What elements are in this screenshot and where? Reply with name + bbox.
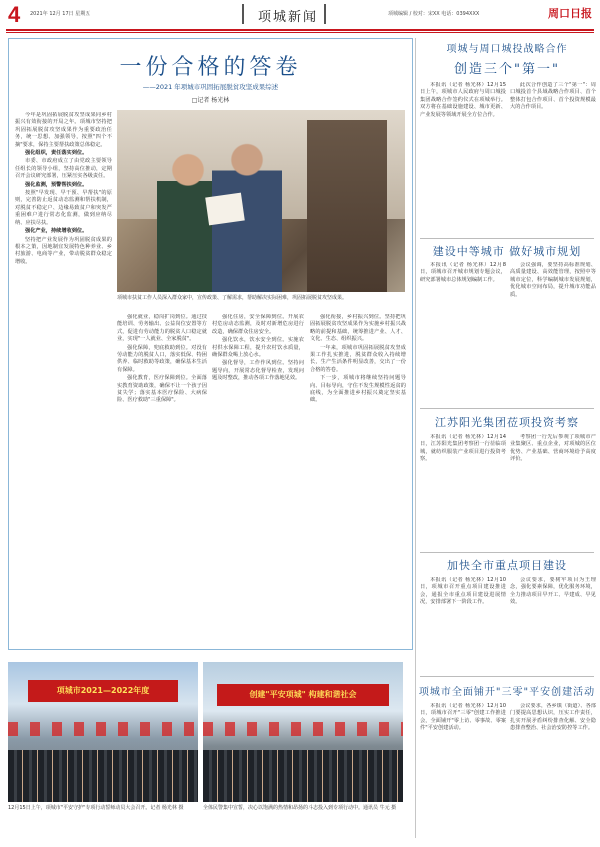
paragraph: 强化住房，安全保障到位。开展农村危房动态监测，及时对新增危房进行改造，确保群众住房安全。 <box>212 314 304 335</box>
newspaper-logo: 周口日报 <box>548 7 592 20</box>
photo-banner: 创建"平安项城" 构建和谐社会 <box>217 684 389 706</box>
subhead: 强化产业，持续增收到位。 <box>25 228 88 235</box>
rally-photo-right-caption: 全体民警集中宣誓，决心以饱满的热情和昂扬的斗志投入到专项行动中。通讯员 牛元 摄 <box>203 805 397 811</box>
article-4-body-left <box>420 577 506 669</box>
article-1-body-right <box>510 82 596 232</box>
article-5-headline[interactable]: 项城市全面铺开"三零"平安创建活动 <box>418 687 596 698</box>
paragraph: 强化就业，稳岗扩岗到位。通过技能培训、劳务输出、公益岗位安置等方式，促进有劳动能力的脱贫人口稳定就业，实现"一人就业、全家脱贫"。 <box>117 314 207 343</box>
paragraph: 强化教育，医疗保障到位。全面落实教育资助政策，确保不让一个孩子因贫失学；落实基本医疗保险、大病保险、医疗救助"三重保障"。 <box>117 375 207 404</box>
subhead: 强化组织，责任落实到位。 <box>25 150 88 157</box>
editor-meta: 项城编辑 / 校对：宋XX 电话：0394XXX <box>388 11 480 17</box>
photo-crowd <box>203 750 403 802</box>
article-3-headline[interactable]: 江苏阳光集团莅项投资考察 <box>435 416 579 429</box>
paragraph: 会议要求，要树牢项目为王理念，强化要素保障，优化服务环境，全力推动项目早开工、早建成、早见效。 <box>510 577 596 606</box>
article-separator <box>420 552 594 553</box>
photo-flags <box>8 722 198 736</box>
paragraph: 一年来，项城市巩固拓展脱贫攻坚成果工作扎实推进，脱贫群众收入持续增长，生产生活条件明显改善，交出了一份合格的答卷。 <box>310 344 406 373</box>
page-number: 4 <box>8 2 21 27</box>
masthead-rule-thin <box>6 32 594 33</box>
lead-column-3 <box>212 314 304 640</box>
article-separator <box>420 408 594 409</box>
paragraph: 本报讯（记者 杨光林）12月8日，项城市召开城市规划专题会议，研究部署城市总体规划编制工作。 <box>420 262 506 283</box>
paragraph: 强化饮水，饮水安全到位。实施农村供水保障工程，提升农村饮水质量，确保群众喝上放心水。 <box>212 337 304 359</box>
column-divider <box>415 38 416 838</box>
photo-door <box>307 120 387 292</box>
paragraph: 考察团一行先后参观了项城市产业集聚区、重点企业，对项城的区位优势、产业基础、营商环境给予高度评价。 <box>510 434 596 463</box>
section-title: 项城新闻 <box>258 10 319 25</box>
lead-headline[interactable]: 一份合格的答卷 <box>119 55 302 80</box>
paragraph: 坚持把产业发展作为巩固脱贫成果的根本之策，因地制宜发展特色种养业、乡村旅游、电商等产业，带动脱贫群众稳定增收。 <box>15 236 112 265</box>
rally-photo-left[interactable] <box>8 662 198 802</box>
article-1-body-left <box>420 82 506 232</box>
rally-photo-left-caption: 12月15日上午，项城市"平安守护"专项行动誓师动员大会召开。记者 杨光林 摄 <box>8 805 184 811</box>
lead-subheadline: ——2021 年项城市巩固拓展脱贫攻坚成果综述 <box>142 83 279 91</box>
article-3-body-right <box>510 434 596 544</box>
paragraph: 本报讯（记者 杨光林）12月14日，江苏阳光集团考察团一行莅临项城，就纺织服装产业项目进行投资考察。 <box>420 434 506 463</box>
article-2-body-left <box>420 262 506 400</box>
paragraph: 今年是巩固拓展脱贫攻坚成果同乡村振兴有效衔接的开局之年。项城市坚持把巩固拓展脱贫攻坚成果作为重要政治任务，统一思想、加强领导，按照"四个不摘"要求，保持主要帮扶政策总体稳定。 <box>15 112 112 148</box>
lead-byline: □记者 杨光林 <box>191 97 230 104</box>
paragraph: 此次合作创造了三个"第一"：周口城投首个县域战略合作项目、首个整体打包合作项目、首个投资规模最大的合作项目。 <box>510 82 596 111</box>
rally-photo-right[interactable] <box>203 662 403 802</box>
paragraph: 市委、市政府成立了由党政主要领导任组长的领导小组，坚持高位推动，定期召开会议研究部署，压紧压实各级责任。 <box>15 158 112 180</box>
photo-flags <box>203 722 403 736</box>
paragraph: 强化督导，工作作风到位。坚持问题导向，开展常态化督导检查，发现问题及时整改，推动各项工作落地见效。 <box>212 360 304 382</box>
article-5-body-right <box>510 703 596 841</box>
lead-photo[interactable] <box>117 110 405 292</box>
article-separator <box>420 676 594 677</box>
article-separator <box>420 238 594 239</box>
photo-document <box>205 193 245 226</box>
article-4-headline[interactable]: 加快全市重点项目建设 <box>447 559 567 572</box>
photo-banner: 项城市2021—2022年度 <box>28 680 178 702</box>
article-2-headline[interactable]: 建设中等城市 做好城市规划 <box>432 245 582 258</box>
paragraph: 本报讯（记者 杨光林）12月10日，项城市召开重点项目建设推进会，通报全市重点项目建设进展情况，安排部署下一阶段工作。 <box>420 577 506 606</box>
subhead: 强化监测，预警帮扶到位。 <box>25 181 88 188</box>
paragraph: 按照"早发现、早干预、早帮扶"的原则，完善防止返贫动态监测和帮扶机制，对脱贫不稳定户、边缘易致贫户和突发严重困难户进行常态化监测，做到应纳尽纳、应扶尽扶。 <box>15 190 112 226</box>
lead-photo-caption: 项城市扶贫工作人员深入群众家中，宣传政策、了解需求，帮助解决实际困难，巩固拓展脱贫攻坚成果。 <box>117 295 348 301</box>
lead-column-4 <box>310 314 406 640</box>
paragraph: 会议要求，各乡镇（街道）、各部门要提高思想认识，压实工作责任，扎实开展矛盾纠纷排查化解、安全隐患排查整治、社会治安防控等工作。 <box>510 703 596 732</box>
photo-crowd <box>8 750 198 802</box>
issue-date: 2021年 12月 17日 星期五 <box>30 11 91 17</box>
paragraph: 强化保障，兜底救助到位。对没有劳动能力的脱贫人口，落实低保、特困供养、临时救助等政策，确保基本生活有保障。 <box>117 344 207 373</box>
paragraph: 强化衔接，乡村振兴到位。坚持把巩固拓展脱贫攻坚成果作为实施乡村振兴战略的前提和基础，统筹推进产业、人才、文化、生态、组织振兴。 <box>310 314 406 343</box>
lead-column-1 <box>15 112 112 640</box>
masthead <box>0 0 600 30</box>
lead-column-2 <box>117 314 207 640</box>
paragraph: 本报讯（记者 杨光林）12月15日上午，项城市人民政府与周口城投集团战略合作签约仪式在项城举行。双方将在基础设施建设、城市更新、产业发展等领域开展全方位合作。 <box>420 82 506 118</box>
article-1-headline-line-2[interactable]: 创造三个"第一" <box>454 62 560 77</box>
article-3-body-left <box>420 434 506 544</box>
paragraph: 下一步，项城市将继续坚持问题导向、目标导向，守住不发生规模性返贫的底线，为全面推进乡村振兴奠定坚实基础。 <box>310 375 406 404</box>
paragraph: 本报讯（记者 杨光林）12月10日，项城市召开"三零"创建工作推进会，全面铺开"零上访、零事故、零案件"平安创建活动。 <box>420 703 506 732</box>
article-1-headline-line-1[interactable]: 项城与周口城投战略合作 <box>446 44 568 55</box>
article-5-body-left <box>420 703 506 841</box>
masthead-rule <box>6 29 594 31</box>
paragraph: 会议强调，要坚持高标准规划、高质量建设、高效能管理，按照中等城市定位，科学编制城市发展规划，优化城市空间布局，提升城市功能品质。 <box>510 262 596 298</box>
article-2-body-right <box>510 262 596 400</box>
article-4-body-right <box>510 577 596 669</box>
